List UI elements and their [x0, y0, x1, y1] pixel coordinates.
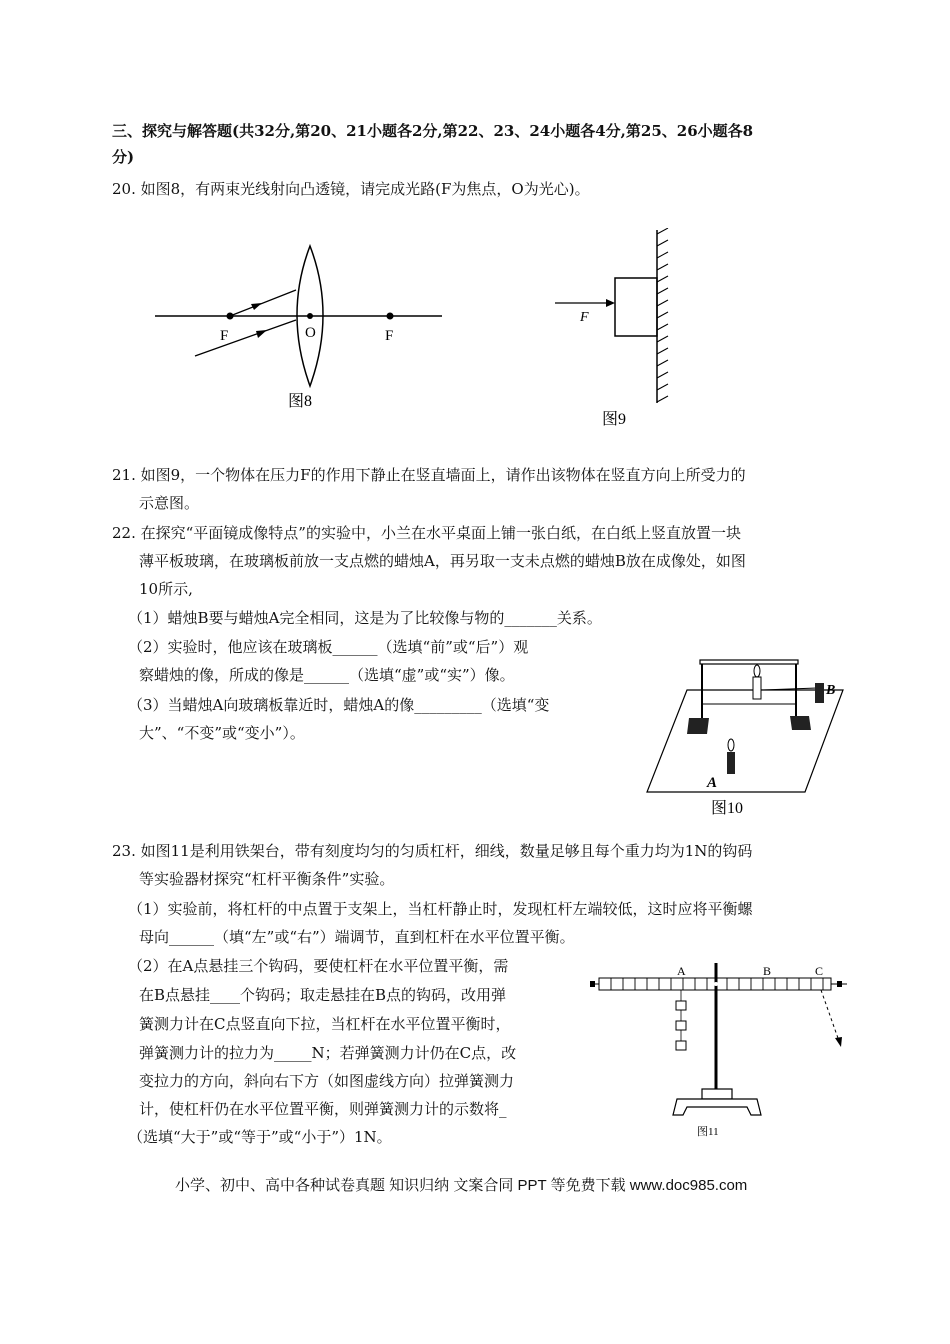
focal-point-right [387, 313, 394, 320]
question-21: 21. 如图9，一个物体在压力F的作用下静止在竖直墙面上，请作出该物体在竖直方向上所受力的 [112, 466, 746, 484]
pivot [714, 982, 718, 986]
question-22-line2: 薄平板玻璃，在玻璃板前放一支点燃的蜡烛A，再另取一支未点燃的蜡烛B放在成像处，如图 [139, 552, 746, 570]
question-23-part1: （1）实验前，将杠杆的中点置于支架上，当杠杆静止时，发现杠杆左端较低，这时应将平衡螺 [128, 900, 753, 918]
stand-clamp [702, 1089, 732, 1099]
question-22-part2-cont: 察蜡烛的像，所成的像是______（选填“虚”或“实”）像。 [139, 666, 515, 684]
question-22-line3: 10所示, [139, 580, 193, 598]
image-flame [754, 665, 760, 677]
question-23-line2: 等实验器材探究“杠杆平衡条件”实验。 [139, 870, 395, 888]
footer-text: 小学、初中、高中各种试卷真题 知识归纳 文案合同 PPT 等免费下载 www.doc985.com [175, 1177, 748, 1194]
oblique-pull-arrowhead [835, 1037, 842, 1047]
label-a: A [707, 775, 718, 791]
hook-weight [676, 1001, 686, 1010]
question-23-part1-cont: 母向______（填“左”或“右”）端调节，直到杠杆在水平位置平衡。 [139, 928, 575, 946]
frame-top-bar [700, 660, 798, 664]
question-23: 23. 如图11是利用铁架台，带有刻度均匀的匀质杠杆，细线，数量足够且每个重力均为1N的钩码 [112, 842, 753, 860]
stand-base [673, 1099, 761, 1115]
figure-10-caption: 图10 [711, 800, 744, 817]
question-22-part3: （3）当蜡烛A向玻璃板靠近时，蜡烛A的像_________（选填“变 [128, 696, 550, 714]
question-22-part3-cont: 大”、“不变”或“变小”）。 [139, 724, 305, 742]
section-title-cont: 分) [112, 148, 135, 166]
hook-weight [676, 1041, 686, 1050]
block [615, 278, 657, 336]
question-22: 22. 在探究“平面镜成像特点”的实验中，小兰在水平桌面上铺一张白纸，在白纸上竖直放置一块 [112, 524, 741, 542]
figure-11-lever-setup [585, 955, 850, 1140]
question-22-part2: （2）实验时，他应该在玻璃板______（选填“前”或“后”）观 [128, 638, 529, 656]
hook-weight [676, 1021, 686, 1030]
question-23-part2-l7: （选填“大于”或“等于”或“小于”）1N。 [128, 1128, 392, 1146]
label-f-right: F [385, 328, 394, 344]
label-o: O [305, 325, 316, 341]
label-point-b: B [763, 964, 772, 978]
candle-image [753, 677, 761, 699]
figure-9-block-on-wall [550, 228, 680, 433]
wall-hatching [657, 228, 668, 402]
question-23-part2-l3: 簧测力计在C点竖直向下拉，当杠杆在水平位置平衡时， [139, 1015, 511, 1033]
question-22-part1: （1）蜡烛B要与蜡烛A完全相同，这是为了比较像与物的_______关系。 [128, 609, 602, 627]
candle-b [815, 683, 824, 703]
balance-nut-left [590, 981, 595, 987]
label-point-a: A [677, 964, 686, 978]
optical-center [307, 313, 313, 319]
label-f: F [580, 310, 589, 325]
label-f-left: F [220, 328, 229, 344]
question-23-part2-l5: 变拉力的方向，斜向右下方（如图虚线方向）拉弹簧测力 [139, 1072, 515, 1090]
focal-point-left [227, 313, 234, 320]
force-arrowhead [606, 299, 615, 307]
question-21-cont: 示意图。 [139, 494, 200, 512]
candle-a-flame [728, 739, 734, 751]
light-ray-1 [230, 290, 296, 316]
figure-11-caption: 图11 [697, 1126, 719, 1138]
figure-8-convex-lens [150, 228, 450, 418]
paper-sheet [647, 690, 843, 792]
question-20: 20. 如图8，有两束光线射向凸透镜，请完成光路(F为焦点，O为光心)。 [112, 180, 590, 198]
balance-nut-right [837, 981, 842, 987]
section-title: 三、探究与解答题(共32分,第20、21小题各2分,第22、23、24小题各4分,第25、26小题各8 [112, 122, 754, 140]
label-point-c: C [815, 964, 824, 978]
light-ray-2 [195, 320, 296, 356]
question-23-part2-l4: 弹簧测力计的拉力为_____N；若弹簧测力计仍在C点，改 [139, 1044, 517, 1062]
question-23-part2-l6: 计，使杠杆仍在水平位置平衡，则弹簧测力计的示数将_ [139, 1100, 507, 1118]
left-stand [687, 718, 709, 734]
figure-9-caption: 图9 [602, 411, 627, 428]
ray-2-arrow [256, 330, 267, 338]
candle-a [727, 752, 735, 774]
label-b: B [826, 683, 836, 698]
question-23-part2-l2: 在B点悬挂____个钩码；取走悬挂在B点的钩码，改用弹 [139, 986, 507, 1004]
figure-8-caption: 图8 [288, 393, 313, 410]
ray-1-arrow [251, 303, 262, 310]
question-23-part2: （2）在A点悬挂三个钩码，要使杠杆在水平位置平衡，需 [128, 957, 509, 975]
right-stand [790, 716, 811, 730]
oblique-pull-dashed-line [821, 990, 839, 1041]
figure-10-plane-mirror-setup [645, 650, 845, 822]
